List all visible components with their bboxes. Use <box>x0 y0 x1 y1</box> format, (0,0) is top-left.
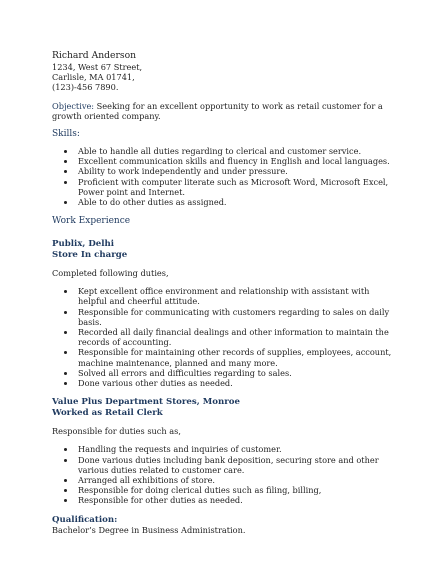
list-item: • Handling the requests and inquiries of customer. <box>76 444 392 454</box>
skills-list <box>52 146 392 207</box>
list-item: • Responsible for other duties as needed. <box>76 495 392 505</box>
skills-heading: Skills: <box>52 129 80 140</box>
objective-section <box>52 101 392 121</box>
list-item: • Arranged all exhibitions of store. <box>76 475 392 485</box>
work-experience-heading: Work Experience <box>52 216 131 227</box>
list-item: • Kept excellent office environment and relationship with assistant with helpful and cheerful attitude. <box>76 286 392 306</box>
job-company: Value Plus Department Stores, Monroe <box>52 397 240 408</box>
objective-text: Seeking for an excellent opportunity to work as retail customer for a growth oriented company. <box>52 100 383 121</box>
list-item: • Done various other duties as needed. <box>76 378 392 388</box>
list-item: • Able to do other duties as assigned. <box>76 197 392 207</box>
list-item: • Responsible for communicating with customers regarding to sales on daily basis. <box>76 307 392 327</box>
list-item: • Solved all errors and difficulties regarding to sales. <box>76 368 392 378</box>
qualification-heading: Qualification: <box>52 514 118 525</box>
objective-label: Objective: <box>52 100 95 111</box>
list-item: • Excellent communication skills and fluency in English and local languages. <box>76 156 392 166</box>
job-intro: Completed following duties, <box>52 268 169 279</box>
list-item: • Responsible for doing clerical duties such as filing, billing, <box>76 485 392 495</box>
contact-block <box>52 50 392 93</box>
phone-number: (123)-456 7890. <box>52 82 119 93</box>
job-role: Worked as Retail Clerk <box>52 407 163 418</box>
candidate-name: Richard Anderson <box>52 50 137 61</box>
list-item: • Proficient with computer literate such as Microsoft Word, Microsoft Excel, Power point and Internet. <box>76 177 392 197</box>
job-duties-list <box>52 286 392 388</box>
list-item: • Ability to work independently and under pressure. <box>76 166 392 176</box>
list-item: • Done various duties including bank deposition, securing store and other various duties related to customer care. <box>76 455 392 475</box>
resume-document <box>52 50 392 535</box>
address-line-1: 1234, West 67 Street, <box>52 62 143 72</box>
job-company: Publix, Delhi <box>52 239 115 250</box>
list-item: • Able to handle all duties regarding to clerical and customer service. <box>76 146 392 156</box>
job-role: Store In charge <box>52 249 128 260</box>
job-duties-list <box>52 444 392 505</box>
qualification-text: Bachelor’s Degree in Business Administration. <box>52 524 246 535</box>
list-item: • Recorded all daily financial dealings and other information to maintain the records of accounting. <box>76 327 392 347</box>
address-line-2: Carlisle, MA 01741, <box>52 72 135 83</box>
list-item: • Responsible for maintaining other records of supplies, employees, account, machine maintenance, planned and many more. <box>76 347 392 367</box>
job-intro: Responsible for duties such as, <box>52 426 181 437</box>
